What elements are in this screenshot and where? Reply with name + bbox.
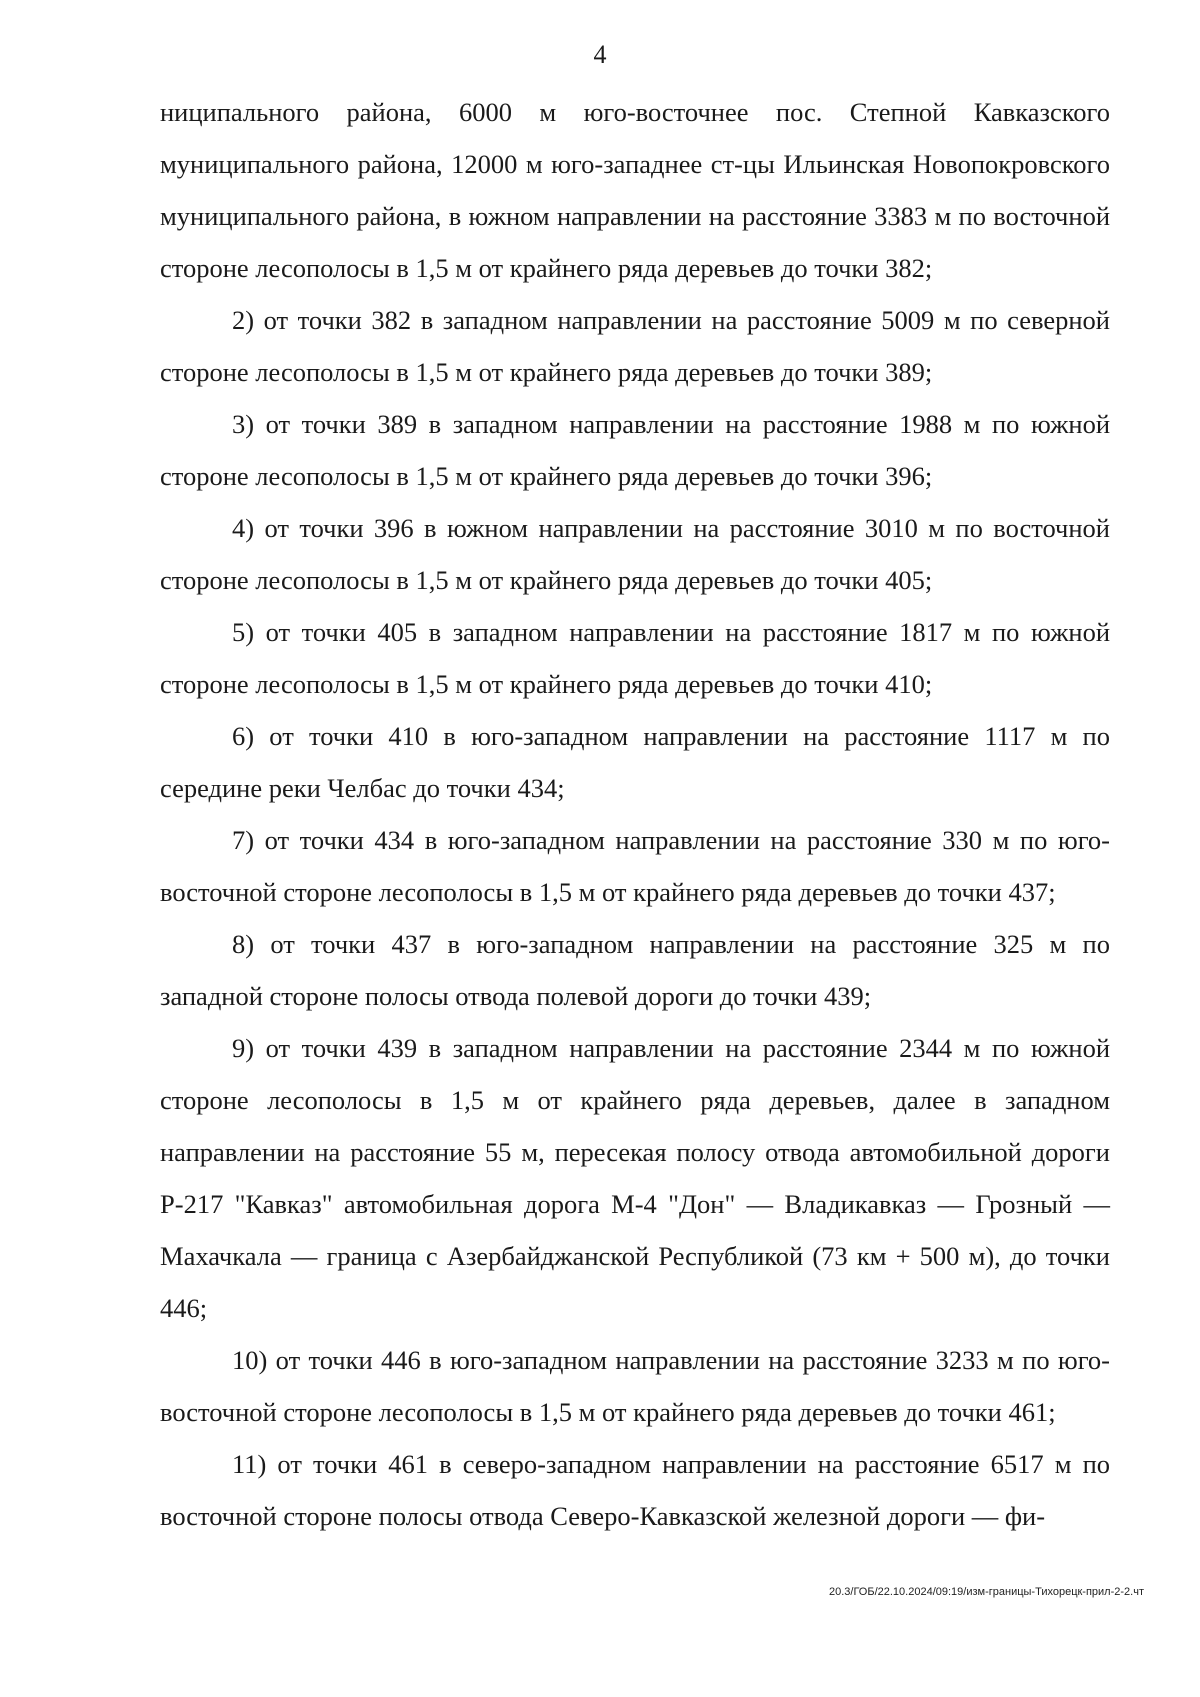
paragraph-item-11: 11) от точки 461 в северо-западном направлении на расстояние 6517 м по восточной стороне полосы отвода Северо-Кавказской железной дороги — фи-: [160, 1449, 1110, 1531]
paragraph-item-8: 8) от точки 437 в юго-западном направлении на расстояние 325 м по западной стороне полосы отвода полевой дороги до точки 439;: [160, 929, 1110, 1011]
document-body: [160, 86, 1110, 1542]
footer-file-code: 20.3/ГОБ/22.10.2024/09:19/изм-границы-Тихорецк-прил-2-2.чт: [829, 1586, 1144, 1598]
paragraph-item-10: 10) от точки 446 в юго-западном направлении на расстояние 3233 м по юго-восточной стороне лесополосы в 1,5 м от крайнего ряда деревьев до точки 461;: [160, 1345, 1110, 1427]
paragraph-item-2: 2) от точки 382 в западном направлении на расстояние 5009 м по северной стороне лесополосы в 1,5 м от крайнего ряда деревьев до точки 389;: [160, 305, 1110, 387]
paragraph-item-5: 5) от точки 405 в западном направлении на расстояние 1817 м по южной стороне лесополосы в 1,5 м от крайнего ряда деревьев до точки 410;: [160, 617, 1110, 699]
paragraph-item-6: 6) от точки 410 в юго-западном направлении на расстояние 1117 м по середине реки Челбас до точки 434;: [160, 721, 1110, 803]
page-number: 4: [593, 40, 607, 69]
paragraph-item-9: 9) от точки 439 в западном направлении на расстояние 2344 м по южной стороне лесополосы в 1,5 м от крайнего ряда деревьев, далее в западном направлении на расстояние 55 м, пересекая полосу отвода автомобильной дороги Р-217 "Кавказ" автомобильная дорога М-4 "Дон" — Владикавказ — Грозный — Махачкала — граница с Азербайджанской Республикой (73 км + 500 м), до точки 446;: [160, 1033, 1110, 1323]
paragraph-item-7: 7) от точки 434 в юго-западном направлении на расстояние 330 м по юго-восточной стороне лесополосы в 1,5 м от крайнего ряда деревьев до точки 437;: [160, 825, 1110, 907]
paragraph-continuation: ниципального района, 6000 м юго-восточнее пос. Степной Кавказского муниципального района, 12000 м юго-западнее ст-цы Ильинская Новопокровского муниципального района, в южном направлении на расстояние 3383 м по восточной стороне лесополосы в 1,5 м от крайнего ряда деревьев до точки 382;: [160, 97, 1110, 283]
paragraph-item-4: 4) от точки 396 в южном направлении на расстояние 3010 м по восточной стороне лесополосы в 1,5 м от крайнего ряда деревьев до точки 405;: [160, 513, 1110, 595]
paragraph-item-3: 3) от точки 389 в западном направлении на расстояние 1988 м по южной стороне лесополосы в 1,5 м от крайнего ряда деревьев до точки 396;: [160, 409, 1110, 491]
